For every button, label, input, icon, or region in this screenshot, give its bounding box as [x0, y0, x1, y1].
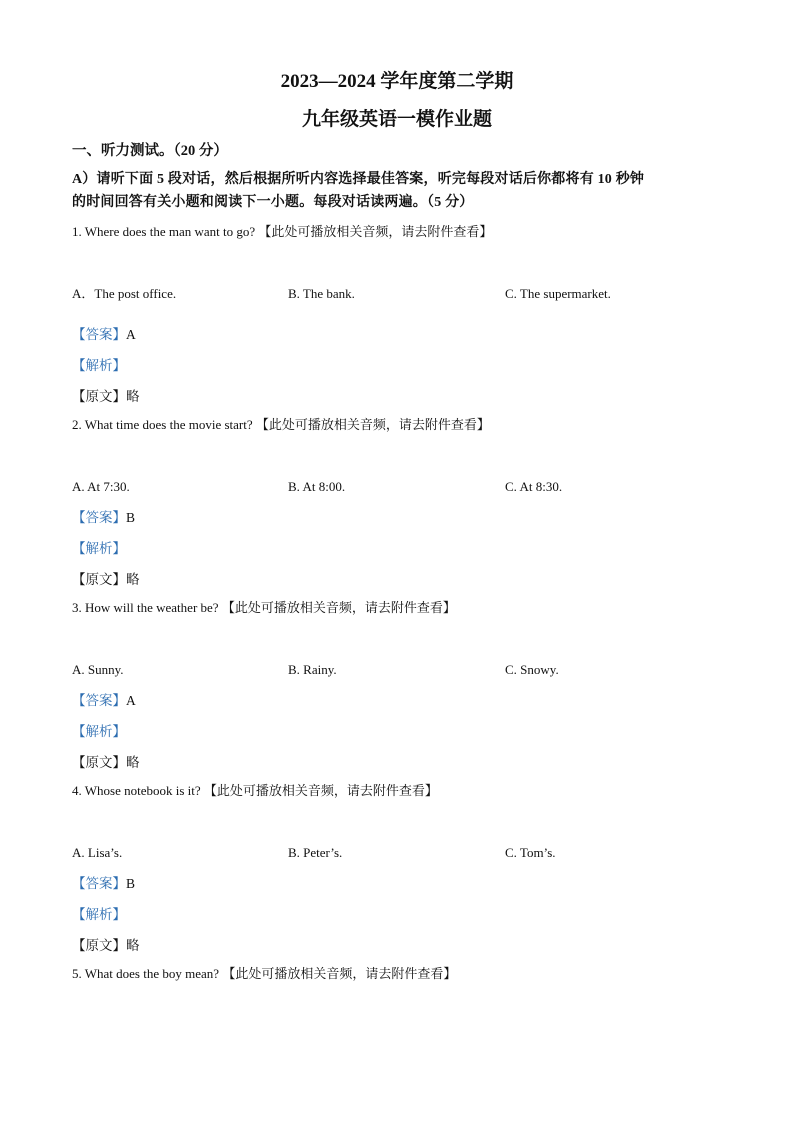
analysis-row — [72, 356, 722, 376]
question-text: 3. How will the weather be? — [72, 600, 219, 615]
original-text-row — [72, 387, 722, 407]
original-text-row — [72, 753, 722, 773]
answer-value: B — [126, 510, 136, 525]
option-c: C. At 8:30. — [505, 479, 563, 494]
answer-row — [72, 874, 722, 894]
analysis-row — [72, 539, 722, 559]
answer-label: 【答案】 — [72, 510, 126, 525]
answer-value: A — [126, 693, 136, 708]
audio-attachment-link[interactable]: 【此处可播放相关音频，请去附件查看】 — [255, 417, 490, 432]
answer-label: 【答案】 — [72, 876, 126, 891]
analysis-label: 【解析】 — [72, 724, 126, 739]
answer-row — [72, 508, 722, 528]
answer-row — [72, 691, 722, 711]
audio-attachment-link[interactable]: 【此处可播放相关音频，请去附件查看】 — [221, 600, 456, 615]
question-5 — [72, 964, 722, 984]
option-a: A．The post office. — [72, 286, 177, 301]
option-b: B. Rainy. — [288, 662, 337, 677]
original-text: 略 — [126, 938, 140, 953]
question-3 — [72, 598, 722, 618]
question-text: 1. Where does the man want to go? — [72, 224, 256, 239]
analysis-label: 【解析】 — [72, 358, 126, 373]
option-b: B. Peter’s. — [288, 845, 343, 860]
section-heading-listening: 一、听力测试。（20 分） — [72, 143, 228, 159]
analysis-row — [72, 722, 722, 742]
option-b: B. At 8:00. — [288, 479, 346, 494]
section-instruction-line2: 的时间回答有关小题和阅读下一小题。每段对话读两遍。（5 分） — [72, 195, 474, 210]
answer-label: 【答案】 — [72, 327, 126, 342]
question-3-options — [72, 660, 722, 680]
analysis-label: 【解析】 — [72, 541, 126, 556]
original-text-row — [72, 936, 722, 956]
original-label: 【原文】 — [72, 938, 126, 953]
document-title-year: 2023—2024 学年度第二学期 — [280, 71, 514, 92]
document-title-exam: 九年级英语一模作业题 — [301, 109, 492, 130]
original-text: 略 — [126, 389, 140, 404]
audio-attachment-link[interactable]: 【此处可播放相关音频，请去附件查看】 — [222, 966, 457, 981]
option-a: A. At 7:30. — [72, 479, 130, 494]
option-b: B. The bank. — [288, 286, 355, 301]
question-4-options — [72, 843, 722, 863]
question-4 — [72, 781, 722, 801]
original-text-row — [72, 570, 722, 590]
option-c: C. Snowy. — [505, 662, 559, 677]
question-text: 2. What time does the movie start? — [72, 417, 253, 432]
option-a: A. Lisa’s. — [72, 845, 123, 860]
analysis-label: 【解析】 — [72, 907, 126, 922]
original-label: 【原文】 — [72, 572, 126, 587]
answer-label: 【答案】 — [72, 693, 126, 708]
answer-value: B — [126, 876, 136, 891]
section-instruction-line1: A）请听下面 5 段对话，然后根据所听内容选择最佳答案，听完每段对话后你都将有 10 秒钟 — [72, 172, 645, 187]
audio-attachment-link[interactable]: 【此处可播放相关音频，请去附件查看】 — [258, 224, 493, 239]
original-label: 【原文】 — [72, 755, 126, 770]
analysis-row — [72, 905, 722, 925]
audio-attachment-link[interactable]: 【此处可播放相关音频，请去附件查看】 — [203, 783, 438, 798]
question-1-options — [72, 284, 722, 304]
option-c: C. Tom’s. — [505, 845, 556, 860]
original-label: 【原文】 — [72, 389, 126, 404]
question-2-options — [72, 477, 722, 497]
question-text: 4. Whose notebook is it? — [72, 783, 201, 798]
answer-row — [72, 325, 722, 345]
original-text: 略 — [126, 572, 140, 587]
question-2 — [72, 415, 722, 435]
answer-value: A — [126, 327, 136, 342]
original-text: 略 — [126, 755, 140, 770]
option-c: C. The supermarket. — [505, 286, 611, 301]
question-1 — [72, 222, 722, 242]
option-a: A. Sunny. — [72, 662, 124, 677]
question-text: 5. What does the boy mean? — [72, 966, 220, 981]
